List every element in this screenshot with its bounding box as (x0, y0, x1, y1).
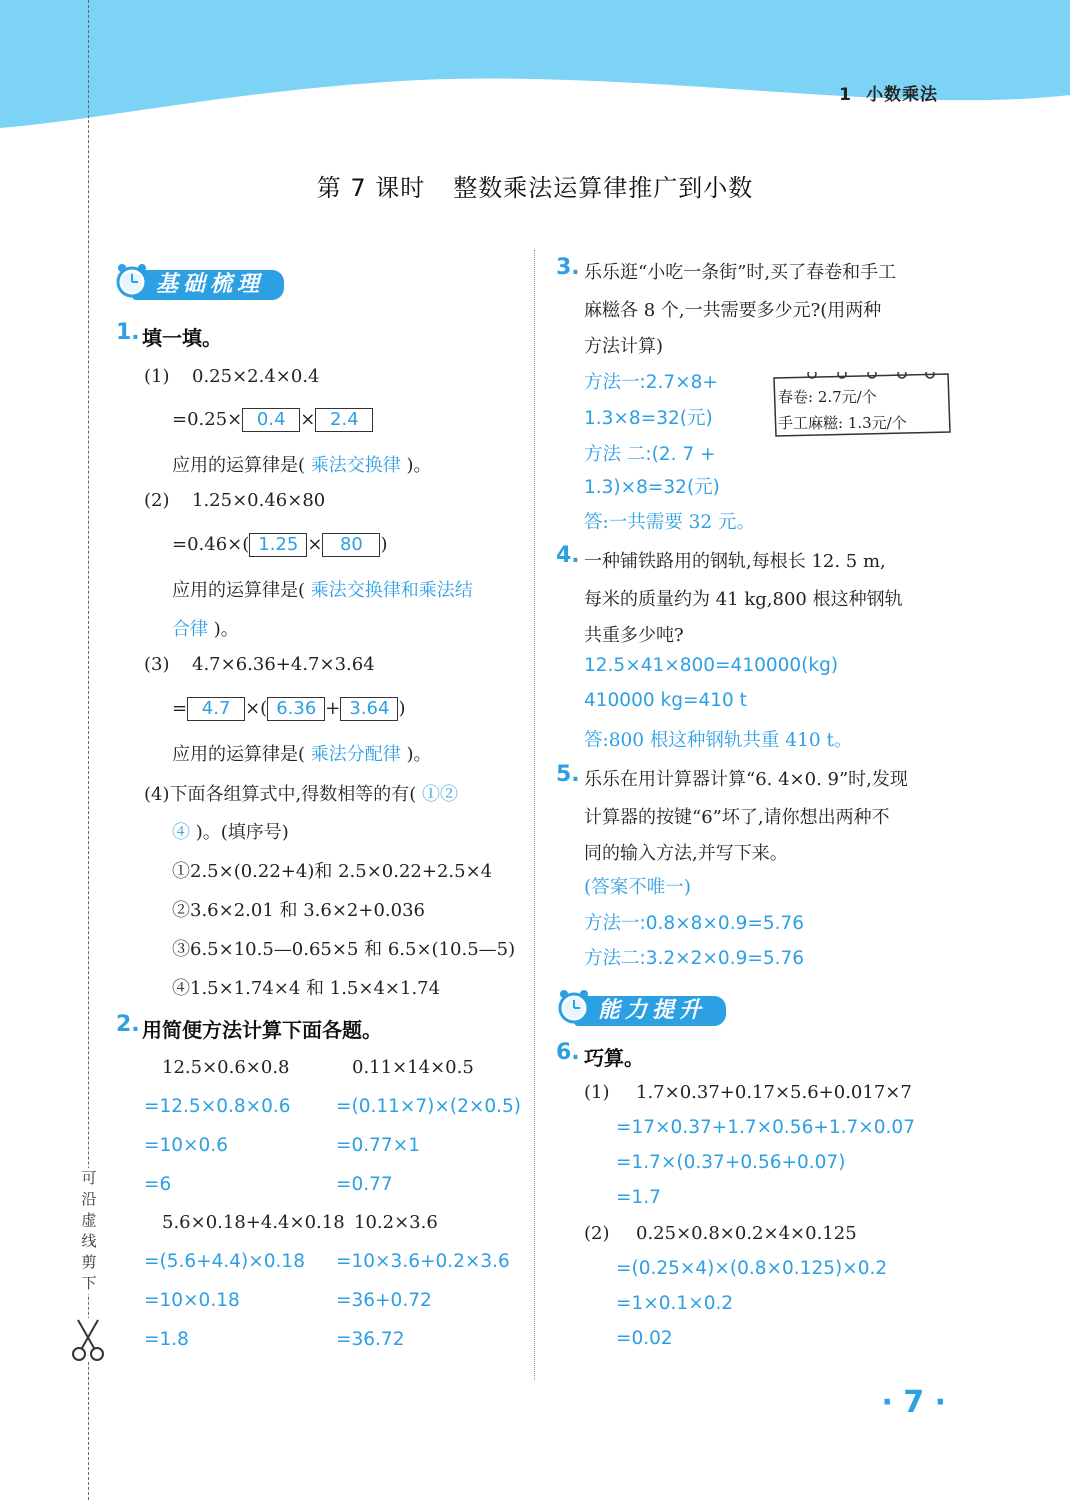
q1-p4-question-cont: ④ )。(填序号) (172, 822, 289, 843)
q6-p2-step: =(0.25×4)×(0.8×0.125)×0.2 (616, 1258, 888, 1279)
q1-p3-label: (3) (144, 654, 170, 675)
law-answer-cont: 合律 (172, 619, 208, 640)
q2-number: 2. (116, 1012, 140, 1037)
q1-p2-label: (2) (144, 490, 170, 511)
alarm-clock-icon (556, 986, 596, 1026)
lesson-number: 第 7 课时 (316, 174, 426, 202)
q1-p4-item: ④1.5×1.74×4 和 1.5×4×1.74 (172, 978, 441, 999)
q2-c2-expr: 0.11×14×0.5 (352, 1057, 474, 1078)
law-answer: 乘法交换律和乘法结 (310, 580, 473, 601)
note-line-2: 手工麻糍: 1.3元/个 (778, 414, 907, 432)
q2-c4-step: =36+0.72 (336, 1290, 432, 1311)
q6-p1-expr: 1.7×0.37+0.17×5.6+0.017×7 (636, 1082, 912, 1103)
q2-c1-step: =10×0.6 (144, 1135, 228, 1156)
q2-c4-step: =10×3.6+0.2×3.6 (336, 1251, 510, 1272)
q2-c3-expr: 5.6×0.18+4.4×0.18 (162, 1212, 345, 1233)
chapter-number: 1 (839, 85, 852, 105)
q3-line: 麻糍各 8 个,一共需要多少元?(用两种 (584, 300, 882, 321)
q2-c4-step: =36.72 (336, 1329, 405, 1350)
q2-c1-expr: 12.5×0.6×0.8 (162, 1057, 290, 1078)
q3-answer: 答:一共需要 32 元。 (584, 512, 756, 533)
q1-p4-item: ①2.5×(0.22+4)和 2.5×0.22+2.5×4 (172, 861, 493, 882)
q1-p1-law: 应用的运算律是( 乘法交换律 )。 (172, 455, 432, 476)
q2-c1-step: =12.5×0.8×0.6 (144, 1096, 291, 1117)
q6-p2-label: (2) (584, 1223, 610, 1244)
law-answer: 乘法分配律 (310, 744, 401, 765)
p4-answer: ①② (421, 784, 458, 805)
answer-box: 4.7 (187, 697, 245, 721)
answer-box: 1.25 (249, 533, 307, 557)
q1-p1-equation: =0.25× 0.4 × 2.4 (172, 408, 373, 432)
answer-box: 80 (322, 533, 380, 557)
q4-answer: 12.5×41×800=410000(kg) (584, 655, 839, 676)
column-divider (534, 250, 535, 1380)
q6-p2-step: =1×0.1×0.2 (616, 1293, 734, 1314)
q3-number: 3. (556, 255, 580, 280)
q6-p1-label: (1) (584, 1082, 610, 1103)
note-line-1: 春卷: 2.7元/个 (778, 388, 877, 406)
q4-answer: 答:800 根这种钢轨共重 410 t。 (584, 730, 853, 751)
q4-number: 4. (556, 543, 580, 568)
q4-line: 一种铺铁路用的钢轨,每根长 12. 5 m, (584, 551, 886, 572)
q6-p2-expr: 0.25×0.8×0.2×4×0.125 (636, 1223, 857, 1244)
q1-p2-expr: 1.25×0.46×80 (192, 490, 326, 511)
q3-answer: 方法 二:(2. 7 + (584, 444, 716, 465)
answer-box: 6.36 (267, 697, 325, 721)
q1-p2-law-cont: 合律 )。 (172, 619, 239, 640)
q5-answer: 方法二:3.2×2×0.9=5.76 (584, 948, 805, 969)
lesson-title (0, 168, 1070, 203)
q2-c3-step: =1.8 (144, 1329, 189, 1350)
lesson-topic: 整数乘法运算律推广到小数 (453, 174, 754, 202)
q3-answer: 1.3×8=32(元) (584, 408, 713, 429)
q2-c3-step: =(5.6+4.4)×0.18 (144, 1251, 305, 1272)
q1-title: 填一填。 (142, 326, 222, 350)
section-label: 基础梳理 (132, 270, 284, 300)
q1-p4-item: ②3.6×2.01 和 3.6×2+0.036 (172, 900, 426, 921)
scissors-icon (70, 1318, 106, 1362)
q5-answer: 方法一:0.8×8×0.9=5.76 (584, 913, 805, 934)
q4-line: 每米的质量约为 41 kg,800 根这种钢轨 (584, 589, 903, 610)
answer-box: 2.4 (315, 408, 373, 432)
q5-number: 5. (556, 762, 580, 787)
q2-c1-step: =6 (144, 1174, 172, 1195)
q1-p2-equation: =0.46×( 1.25 × 80 ) (172, 534, 388, 555)
q5-line: 计算器的按键“6”坏了,请你想出两种不 (584, 807, 890, 828)
q1-p4-question: (4)下面各组算式中,得数相等的有( ①② (144, 784, 458, 805)
q3-answer: 1.3)×8=32(元) (584, 477, 720, 498)
q2-c2-step: =0.77 (336, 1174, 393, 1195)
q2-c2-step: =0.77×1 (336, 1135, 420, 1156)
law-answer: 乘法交换律 (310, 455, 401, 476)
q3-line: 乐乐逛“小吃一条街”时,买了春卷和手工 (584, 262, 897, 283)
q2-title: 用简便方法计算下面各题。 (142, 1018, 382, 1042)
q3-answer: 方法一:2.7×8+ (584, 372, 718, 393)
p4-answer-cont: ④ (172, 822, 190, 843)
q6-title: 巧算。 (584, 1046, 644, 1070)
q2-c4-expr: 10.2×3.6 (354, 1212, 438, 1233)
chapter-name: 小数乘法 (866, 85, 938, 105)
q1-p1-label: (1) (144, 366, 170, 387)
q4-answer: 410000 kg=410 t (584, 690, 747, 711)
answer-box: 3.64 (340, 697, 398, 721)
q1-p3-law: 应用的运算律是( 乘法分配律 )。 (172, 744, 432, 765)
q6-p1-step: =17×0.37+1.7×0.56+1.7×0.07 (616, 1117, 915, 1138)
q6-number: 6. (556, 1040, 580, 1065)
page-number: · 7 · (881, 1385, 946, 1420)
q5-line: 同的输入方法,并写下来。 (584, 843, 788, 864)
q4-line: 共重多少吨? (584, 625, 684, 646)
chapter-header (839, 80, 938, 105)
q2-c2-step: =(0.11×7)×(2×0.5) (336, 1096, 522, 1117)
q6-p2-step: =0.02 (616, 1328, 673, 1349)
q6-p1-step: =1.7 (616, 1187, 661, 1208)
q5-line: 乐乐在用计算器计算“6. 4×0. 9”时,发现 (584, 769, 908, 790)
q1-number: 1. (116, 320, 140, 345)
cut-hint: 可沿虚线剪下 (81, 1169, 97, 1292)
q1-p1-expr: 0.25×2.4×0.4 (192, 366, 320, 387)
q3-line: 方法计算) (584, 336, 664, 357)
q2-c3-step: =10×0.18 (144, 1290, 240, 1311)
header-wave (0, 0, 1070, 135)
alarm-clock-icon (114, 260, 154, 300)
q5-answer: (答案不唯一) (584, 877, 691, 898)
q1-p3-expr: 4.7×6.36+4.7×3.64 (192, 654, 375, 675)
q1-p3-equation: = 4.7 ×( 6.36 + 3.64 ) (172, 698, 406, 719)
q1-p4-item: ③6.5×10.5—0.65×5 和 6.5×(10.5—5) (172, 939, 516, 960)
section-label: 能力提升 (574, 996, 726, 1026)
q6-p1-step: =1.7×(0.37+0.56+0.07) (616, 1152, 846, 1173)
answer-box: 0.4 (242, 408, 300, 432)
q1-p2-law: 应用的运算律是( 乘法交换律和乘法结 (172, 580, 473, 601)
